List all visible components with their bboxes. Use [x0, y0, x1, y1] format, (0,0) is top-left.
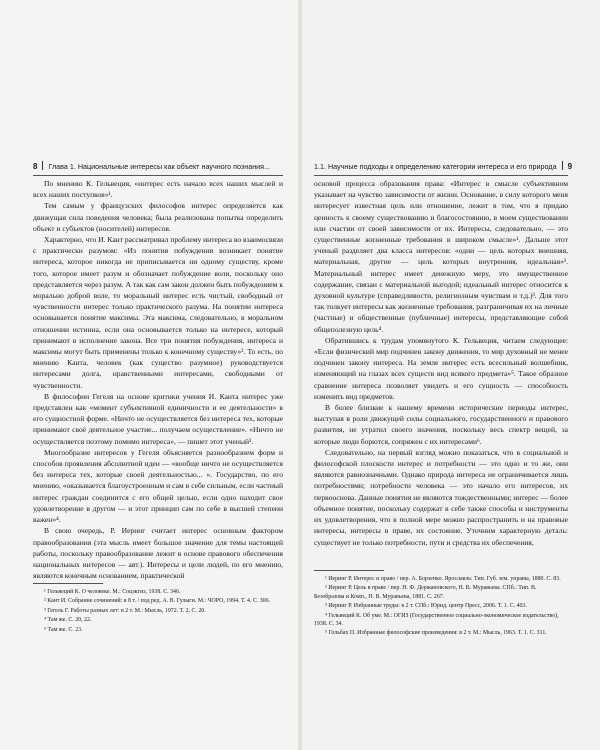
header-separator: [42, 161, 43, 170]
left-page-number: 8: [33, 162, 38, 171]
paragraph: Следовательно, на первый взгляд можно показаться, что в социальной и философской плоскости интерес и потребности — это одно и то же, они являются равнозначными. Однако природа интереса не ограничивается лишь потребностями; потребности человека — это начало его интересов, их первооснова. Данные понятия не являются тождественными; интерес — более объемное понятие, поскольку содержат в себе также способы и инструменты их удовлетворения, что в полной мере можно распространить и на правовые интересы, интересы в праве, их состояние. Уточним характерную деталь: существует не только потребности, пути и средства их обеспечения,: [314, 447, 568, 547]
paragraph: основой процесса образования права: «Интерес в смысле субъективном указывает на чувство зависимости от жизни. Основание, в силу которого меня интересует известная цель или отношение, лежит в том, что я придаю ценность к своему существованию и благосостоянию, в моем существовании или счастии от своей зависимости от их. Интересы, следовательно, — это существенные жизненные требования в широком смысле»¹. Дальше этот ученый разделяет два класса интересов: «одни — цель которых внешняя, материальная, другие — цель которых внутренняя, идеальная»². Материальный интерес имеет денежную меру, это имущественное содержание, связан с материальной выгодой; идеальный интерес относится к духовной культуре (справедливости, религиозным чувствам и т.д.)³. Для того так толкует интересы как жизненные требования, разграничивая их на личные (частные) и общественные (публичные) интересы, представляющие собой общеполезную цель⁴.: [314, 179, 568, 334]
paragraph: Обратившись к трудам упомянутого К. Гельвеция, читаем следующее: «Если физический мир подчинен закону движения, то мир духовный не менее подчинен закону интереса. На земле интерес есть всесильный волшебник, изменяющий на глазах всех существ вид всякого предмета»⁵. Такое образное сравнение интереса позволяет увидеть и его сущность — способность изменить вид предметов.: [314, 335, 568, 401]
header-rule: [314, 175, 568, 176]
footnote: ¹ Гельвеций К. О человеке. М.: Соцэкгиз, 1938. С. 346.: [44, 589, 181, 595]
footnote: ² Кант И. Собрание сочинений: в 8 т. / под ред. А. В. Гулыги. М.: ЧОРО, 1994. Т. 4. С. 306.: [44, 598, 271, 605]
footnote: ³ Иеринг Р. Избранные труды: в 2 т. СПб.: Юрид. центр Пресс, 2006. Т. 1. С. 403.: [325, 603, 527, 610]
right-page: [300, 0, 600, 750]
right-footnotes: [314, 575, 568, 638]
header-separator: [562, 161, 563, 170]
footnote: ⁵ Гольбах П. Избранные философские произведения: в 2 т. М.: Мысль, 1963. Т. 1. С. 311.: [325, 630, 547, 637]
footnote: ⁵ Там же. С. 23.: [44, 626, 83, 633]
right-section-title: 1.1. Научные подходы к определению категории интереса и его природа: [314, 162, 557, 171]
right-running-head: [314, 160, 573, 174]
left-footnotes: [33, 588, 283, 634]
paragraph: По мнению К. Гельвеция, «интерес есть начало всех наших мыслей и всех наших поступков»¹.: [33, 179, 283, 200]
book-gutter: [297, 0, 303, 750]
paragraph: В более близкие к нашему времени исторические периоды интерес, выступая в роли движущей силы социального, государственного и правового развития, не утратил своего значения, поскольку весь спектр вещей, за которые люди борются, сопряжен с их интересами⁶.: [314, 403, 568, 446]
left-chapter-title: Глава 1. Национальные интересы как объект научного познания...: [48, 162, 271, 171]
footnote-rule: [33, 583, 103, 584]
paragraph: Тем самым у французских философов интерес определяется как движущая сила поведения человека; была реализована попытка определить объект и субъектов (носителей) интересов.: [33, 201, 283, 233]
footnote: ² Иеринг Р. Цель в праве / пер. Н. Ф. Держановского, Н. В. Муравьева. СПб.: Тип. В. Безобразова и Комп., Н. В. Муравьева, 1881. С. 267.: [314, 585, 537, 600]
paragraph: Многообразие интересов у Гегеля объясняется разнообразием форм и способов проявления абсолютной идеи — «вообще ничто не осуществляется без интереса тех, которые своей деятельностью... ». Государство, по его мнению, «оказывается благоустроенным и сам в себе сильным, если частный интерес граждан соединится с его общей целью, если одно находит свое удовлетворение в другом — и этот принцип сам по себе в высшей степени важен»⁴.: [33, 447, 283, 525]
paragraph: В свою очередь, Р. Иеринг считает интерес основным фактором правообразования (эта мысль имеет большое значение для темы настоящей работы, поскольку правообразование лежит в основе правового обеспечения национальных интересов — авт.). Интересы и цели людей, по его мнению, являются конечным основанием, практической: [33, 526, 283, 581]
footnote: ¹ Иеринг Р. Интерес и право / пер. А. Борзенко. Ярославль: Тип. Губ. зем. управы, 1880. С. 83.: [325, 576, 561, 582]
left-body-text: [33, 178, 283, 581]
left-running-head: [33, 160, 283, 174]
right-page-number: 9: [567, 162, 573, 171]
footnote: ⁴ Там же. С. 20, 22.: [44, 617, 92, 624]
paragraph: В философии Гегеля на основе критики учения И. Канта интерес уже представлен как «момент субъективной единичности и ее деятельности» в его сущностной форме. «Ничто не осуществляется без интереса тех, которые принимают своё деятельное участие... получаем осуществление». «Ничто не осуществляется поэтому помимо интереса», — пишет этот ученый³.: [33, 391, 283, 446]
right-body-text: [314, 178, 568, 548]
paragraph: Характерно, что И. Кант рассматривал проблему интереса во взаимосвязи с практически разумом: «Из понятия побуждения возникает понятие интереса, которое никогда не приписывается ни одному существу, кроме того, которое имеет разум и обозначает побуждение воли, поскольку оно представляется через разум. А так как сам закон должен быть побуждением к морально доброй воле, то моральный интерес есть чистый, свободный от чувственности интерес только практического разума. На понятии интереса основывается понятие максимы. Эта максима, следовательно, в моральном отношении истинна, если она основывается только на интересе, который принимают в исполнение закона. Все три понятия побуждения, интереса и максимы могут быть применены только к конечному существу»². То есть, по мнению Канта, человек (как существо разумное) руководствуется интересами долга, нравственными интересами, свободными от чувственности.: [33, 235, 283, 390]
header-rule: [33, 175, 283, 176]
footnote: ³ Гегель Г. Работы разных лет: в 2 т. М.: Мысль, 1972. Т. 2. С. 20.: [44, 607, 206, 614]
footnote-rule: [314, 570, 384, 571]
footnote: ⁴ Гельвеций К. Об уме. М.: ОГИЗ (Государственное социально-экономическое издательство), 1938. С. 34.: [314, 612, 559, 628]
